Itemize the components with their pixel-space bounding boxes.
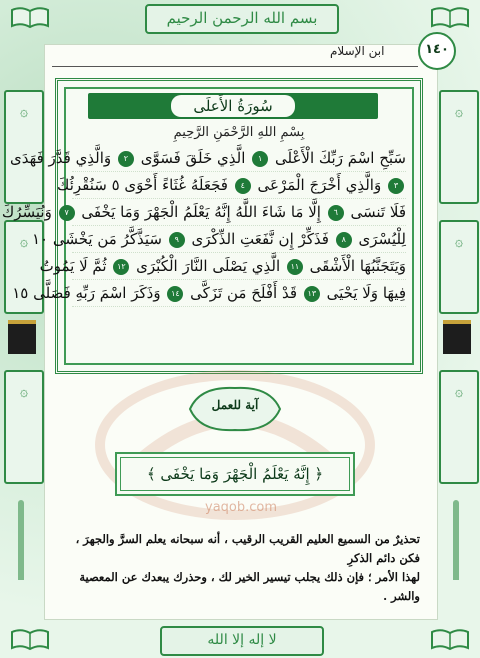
verse-text: ثُمَّ لَا يَمُوتُ: [39, 257, 107, 275]
verse-line: [10, 145, 406, 172]
surah-title-banner: [88, 93, 378, 119]
verse-text: وَيَتَجَنَّبُهَا الْأَشْقَى: [309, 257, 406, 275]
verse-number: ٧: [59, 205, 75, 221]
open-book-icon: [430, 4, 470, 30]
site-watermark-text: yaqob.com: [205, 500, 278, 515]
verse-text: فَجَعَلَهُ غُثَاءً أَحْوَى ٥ سَنُقْرِئُكَ: [57, 176, 228, 194]
commentary-note: [60, 530, 420, 606]
verse-line: [57, 172, 406, 199]
calligraphy-panel: ۞: [4, 370, 44, 484]
verse-text: إِلَّا مَا شَاءَ اللَّهُ إِنَّهُ يَعْلَمُ الْجَهْرَ وَمَا يَخْفَى: [81, 203, 321, 221]
basmala: بِسْمِ اللهِ الرَّحْمَنِ الرَّحِيمِ: [173, 125, 305, 140]
verse-text: لِلْيُسْرَى: [358, 230, 406, 248]
open-book-icon: [10, 4, 50, 30]
calligraphy-panel: ۞: [439, 90, 479, 204]
verse-number: ٨: [336, 232, 352, 248]
minaret-icon: [453, 500, 459, 580]
verse-line: [1, 199, 406, 226]
action-verse: ﴿ إِنَّهُ يَعْلَمُ الْجَهْرَ وَمَا يَخْفَى ﴾: [120, 457, 350, 491]
header-divider: [52, 66, 418, 67]
right-decoration: [435, 70, 480, 590]
verse-text: وَذَكَرَ اسْمَ رَبِّهِ فَصَلَّى ١٥: [12, 284, 161, 302]
verse-number: ١٣: [304, 286, 320, 302]
verse-number: ٢: [118, 151, 134, 167]
surah-title: سُورَةُ الأَعلَى: [171, 95, 294, 117]
verse-number: ٤: [235, 178, 251, 194]
open-book-icon: [10, 626, 50, 652]
top-banner: [145, 4, 339, 34]
verse-text: وَالَّذِي أَخْرَجَ الْمَرْعَى: [257, 176, 382, 194]
verse-text: قَدْ أَفْلَحَ مَن تَزَكَّى: [190, 284, 298, 302]
verse-text: الَّذِي خَلَقَ فَسَوَّى: [140, 149, 246, 167]
verse-line: [39, 253, 406, 280]
verse-number: ١: [252, 151, 268, 167]
verse-text: الَّذِي يَصْلَى النَّارَ الْكُبْرَى: [136, 257, 281, 275]
verse-number: ١٤: [167, 286, 183, 302]
verse-line: [31, 226, 406, 253]
calligraphy-panel: ۞: [439, 220, 479, 314]
verse-text: سَبِّحِ اسْمَ رَبِّكَ الْأَعْلَى: [274, 149, 406, 167]
verse-line: [12, 280, 406, 307]
minaret-icon: [18, 500, 24, 580]
kaaba-icon: [443, 320, 471, 354]
note-line: تحذيرٌ من السميع العليم القريب الرقيب ، أنه سبحانه يعلم السرَّ والجهرَ ، فكن دائم الذكرِ: [75, 532, 420, 565]
verse-text: وَالَّذِي قَدَّرَ فَهَدَى: [10, 149, 112, 167]
bottom-banner-text: لا إله إلا الله: [207, 632, 277, 648]
verse-text: فِيهَا وَلَا يَحْيَى: [326, 284, 406, 302]
verse-text: فَذَكِّرْ إِن نَّفَعَتِ الذِّكْرَى: [191, 230, 329, 248]
kaaba-icon: [8, 320, 36, 354]
verse-number: ١٢: [113, 259, 129, 275]
verse-number: ٣: [388, 178, 404, 194]
verse-number: ٦: [328, 205, 344, 221]
note-line: لهذا الأمر ؛ فإن ذلك يجلب تيسير الخير لك ، وحذرك يبعدك عن المعصية والشر .: [79, 570, 420, 603]
verse-number: ١١: [287, 259, 303, 275]
page-number: ١٤٠: [418, 32, 456, 70]
open-book-icon: [430, 626, 470, 652]
verses-block: [1, 145, 406, 307]
verse-text: فَلَا تَنسَى: [350, 203, 406, 221]
badge-label: آية للعمل: [211, 398, 259, 412]
calligraphy-panel: ۞: [439, 370, 479, 484]
verse-text: سَيَذَّكَّرُ مَن يَخْشَى ١٠: [31, 230, 162, 248]
top-banner-text: بسم الله الرحمن الرحيم: [166, 9, 318, 27]
calligraphy-panel: ۞: [4, 90, 44, 204]
book-title: ابن الإسلام: [330, 44, 385, 58]
action-verse-box: [115, 452, 355, 496]
verse-text: وَنُيَسِّرُكَ: [1, 203, 52, 221]
verse-number: ٩: [169, 232, 185, 248]
calligraphy-panel: ۞: [4, 220, 44, 314]
bottom-banner: [160, 626, 324, 656]
surah-frame: [1, 78, 423, 374]
